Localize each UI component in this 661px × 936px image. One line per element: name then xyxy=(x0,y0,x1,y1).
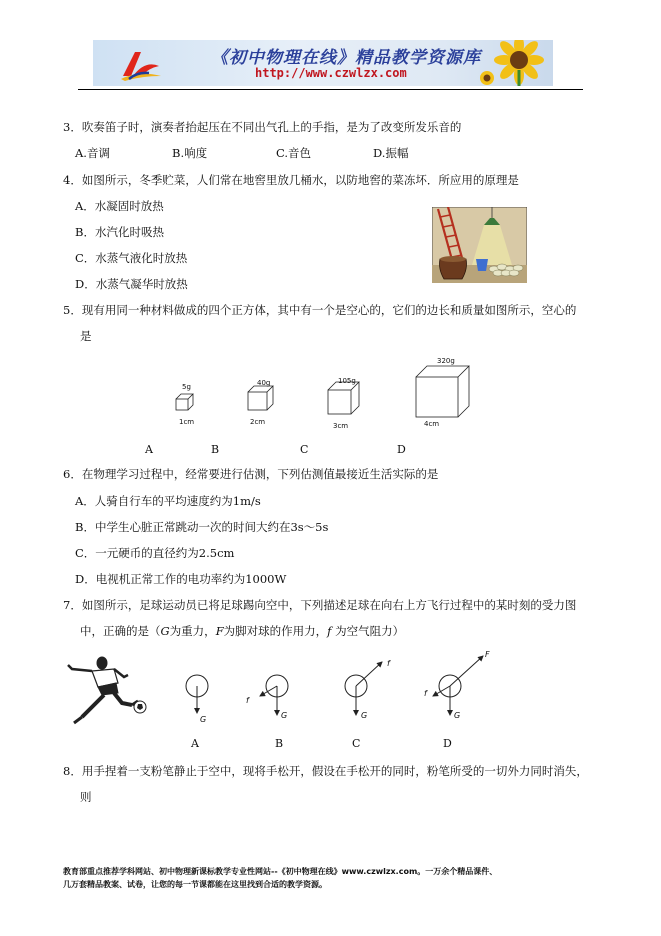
banner-title: 《初中物理在线》精品教学资源库 xyxy=(211,48,481,68)
question-number: 5． xyxy=(63,303,82,317)
q7-option-c[interactable]: C xyxy=(352,737,361,750)
question-6 xyxy=(63,466,438,482)
q6-option-b[interactable]: B．中学生心脏正常跳动一次的时间大约在3s～5s xyxy=(75,520,329,534)
question-number: 8． xyxy=(63,764,82,778)
force-label-f-d: f xyxy=(424,689,427,698)
f-cap-symbol: F xyxy=(215,624,224,638)
q5-option-c[interactable]: C xyxy=(300,443,309,456)
q4-option-a[interactable]: A．水凝固时放热 xyxy=(75,199,164,213)
q6-option-d[interactable]: D．电视机正常工作的电功率约为1000W xyxy=(75,572,287,586)
cube-d xyxy=(416,366,469,417)
stem-part: 中，正确的是（ xyxy=(80,624,161,638)
force-label-g-a: G xyxy=(200,715,207,724)
force-diagrams xyxy=(170,645,500,735)
stem-part: 为空气阻力） xyxy=(331,624,405,638)
cube-d-mass: 320g xyxy=(437,357,455,365)
question-8-line2: 则 xyxy=(80,790,92,804)
force-label-f-b: f xyxy=(246,696,249,705)
cellar-illustration xyxy=(432,207,527,283)
q6-option-c[interactable]: C．一元硬币的直径约为2.5cm xyxy=(75,546,235,560)
cube-b-edge: 2cm xyxy=(250,418,266,426)
q4-option-d[interactable]: D．水蒸气凝华时放热 xyxy=(75,277,188,291)
banner-url[interactable]: http://www.czwlzx.com xyxy=(255,66,407,80)
question-stem: 在物理学习过程中，经常要进行估测，下列估测值最接近生活实际的是 xyxy=(81,467,439,481)
question-number: 6． xyxy=(63,467,82,481)
q7-option-a[interactable]: A xyxy=(191,737,199,750)
q4-option-c[interactable]: C．水蒸气液化时放热 xyxy=(75,251,188,265)
question-stem: 如图所示，冬季贮菜，人们常在地窖里放几桶水，以防地窖的菜冻坏．所应用的原理是 xyxy=(81,173,519,187)
footer xyxy=(63,865,603,891)
force-label-g-b: G xyxy=(281,711,288,720)
question-8 xyxy=(63,763,588,779)
q7-option-d[interactable]: D xyxy=(443,737,452,750)
q3-option-b[interactable]: B.响度 xyxy=(172,146,208,160)
question-number: 7． xyxy=(63,598,82,612)
cube-a-mass: 5g xyxy=(182,383,191,391)
question-stem: 吹奏笛子时，演奏者抬起压在不同出气孔上的手指，是为了改变所发乐音的 xyxy=(81,120,462,134)
soccer-ball-icon xyxy=(134,701,146,713)
q3-option-a[interactable]: A.音调 xyxy=(75,146,110,160)
force-diagram-b xyxy=(260,675,288,715)
g-symbol: G xyxy=(160,624,170,638)
question-3 xyxy=(63,119,461,135)
footer-line-2: 几万套精品教案、试卷，让您的每一节课都能在这里找到合适的教学资源。 xyxy=(63,880,327,889)
question-7-line2 xyxy=(80,623,404,639)
cube-a xyxy=(176,394,193,410)
force-diagram-d xyxy=(433,656,483,715)
cube-d-edge: 4cm xyxy=(424,420,440,428)
q5-option-b[interactable]: B xyxy=(211,443,220,456)
force-label-f-cap-d: F xyxy=(485,650,490,659)
vegetables-icon xyxy=(489,264,523,276)
header-banner xyxy=(93,40,553,86)
cube-c xyxy=(328,382,359,414)
soccer-player-illustration xyxy=(62,655,152,727)
q5-option-d[interactable]: D xyxy=(397,443,406,456)
question-number: 4． xyxy=(63,173,82,187)
f-symbol: f xyxy=(327,624,332,638)
force-label-g-d: G xyxy=(454,711,461,720)
q3-option-d[interactable]: D.振幅 xyxy=(373,146,409,160)
cube-c-mass: 105g xyxy=(338,377,356,385)
question-stem: 用手捏着一支粉笔静止于空中，现将手松开，假设在手松开的同时，粉笔所受的一切外力同时消失， xyxy=(81,764,588,778)
question-4 xyxy=(63,172,519,188)
water-bucket-icon xyxy=(476,259,488,271)
cube-c-edge: 3cm xyxy=(333,422,349,430)
cube-b xyxy=(248,386,273,410)
question-5-line2: 是 xyxy=(80,329,92,343)
q7-option-b[interactable]: B xyxy=(275,737,284,750)
q6-option-a[interactable]: A．人骑自行车的平均速度约为1m/s xyxy=(75,494,261,508)
header-rule xyxy=(78,89,583,90)
force-diagram-a xyxy=(186,675,208,713)
stem-part: 为重力， xyxy=(169,624,216,638)
logo-icon xyxy=(115,46,163,82)
cube-a-edge: 1cm xyxy=(179,418,195,426)
q5-option-a[interactable]: A xyxy=(145,443,153,456)
question-number: 3． xyxy=(63,120,82,134)
force-label-f-c: f xyxy=(387,659,390,668)
cube-b-mass: 40g xyxy=(257,379,271,387)
q3-option-c[interactable]: C.音色 xyxy=(276,146,312,160)
question-7 xyxy=(63,597,576,613)
question-stem: 现有用同一种材料做成的四个正方体，其中有一个是空心的，它们的边长和质量如图所示，空心的 xyxy=(81,303,577,317)
force-diagram-c xyxy=(345,662,382,715)
stem-part: 为脚对球的作用力， xyxy=(223,624,328,638)
footer-line-1: 教育部重点推荐学科网站、初中物理新课标教学专业性网站--《初中物理在线》www.czwlzx.com。一万余个精品课件、 xyxy=(63,867,498,876)
sunflower-icon xyxy=(473,40,553,86)
question-stem: 如图所示，足球运动员已将足球踢向空中，下列描述足球在向右上方飞行过程中的某时刻的受力图 xyxy=(81,598,577,612)
q4-option-b[interactable]: B．水汽化时吸热 xyxy=(75,225,164,239)
question-5 xyxy=(63,302,576,318)
force-label-g-c: G xyxy=(361,711,368,720)
